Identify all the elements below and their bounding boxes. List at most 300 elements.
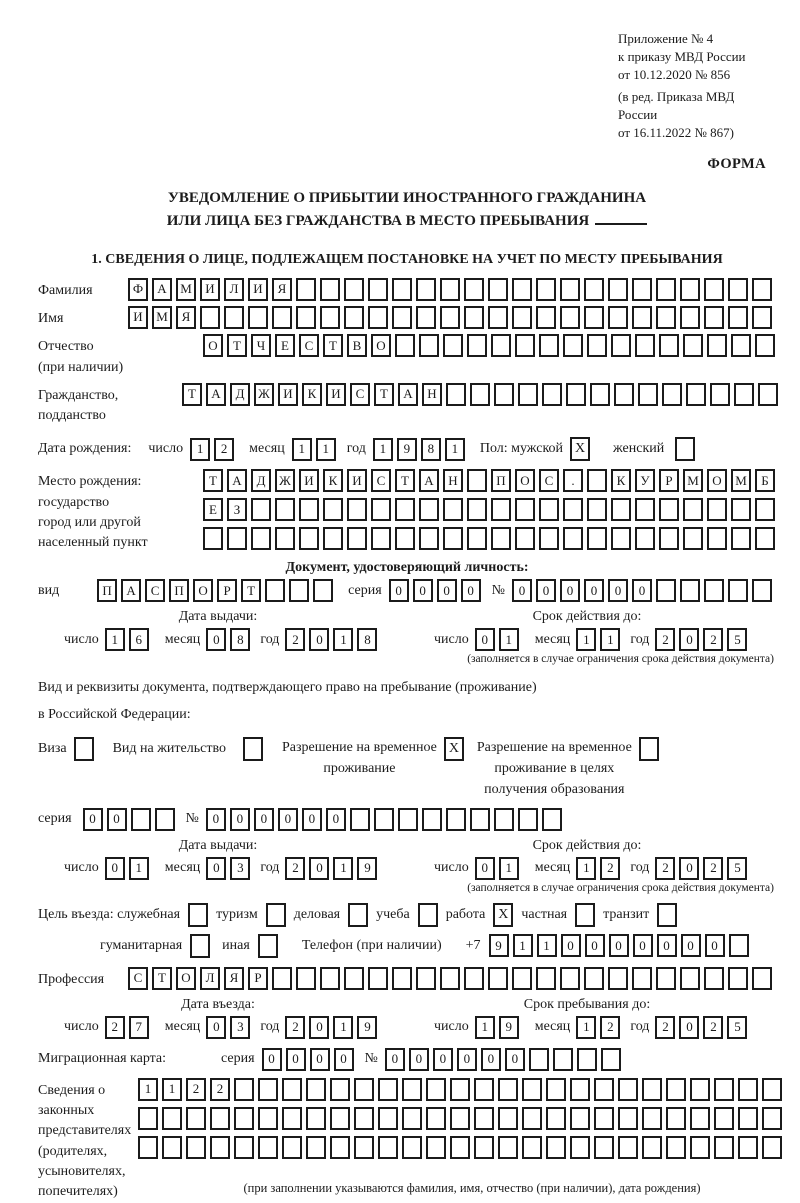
char-cell[interactable] bbox=[563, 334, 583, 357]
char-cell[interactable]: 0 bbox=[433, 1048, 453, 1071]
char-cell[interactable] bbox=[330, 1107, 350, 1130]
residence-permit-checkbox[interactable] bbox=[243, 737, 263, 761]
char-cell[interactable]: 1 bbox=[576, 857, 596, 880]
stay-year-cells[interactable] bbox=[655, 1016, 751, 1039]
char-cell[interactable] bbox=[584, 967, 604, 990]
permit-issue-month-cells[interactable] bbox=[206, 857, 254, 880]
char-cell[interactable] bbox=[313, 579, 333, 602]
purpose-study-checkbox[interactable] bbox=[418, 903, 438, 927]
char-cell[interactable] bbox=[529, 1048, 549, 1071]
char-cell[interactable] bbox=[162, 1107, 182, 1130]
char-cell[interactable]: С bbox=[145, 579, 165, 602]
char-cell[interactable] bbox=[491, 334, 511, 357]
char-cell[interactable] bbox=[611, 334, 631, 357]
char-cell[interactable] bbox=[755, 527, 775, 550]
char-cell[interactable]: 2 bbox=[600, 1016, 620, 1039]
entry-year-cells[interactable] bbox=[285, 1016, 381, 1039]
char-cell[interactable] bbox=[570, 1136, 590, 1159]
doc-issue-month-cells[interactable] bbox=[206, 628, 254, 651]
char-cell[interactable]: 9 bbox=[489, 934, 509, 957]
char-cell[interactable] bbox=[635, 498, 655, 521]
char-cell[interactable]: 7 bbox=[129, 1016, 149, 1039]
char-cell[interactable]: А bbox=[121, 579, 141, 602]
permit-no-cells[interactable] bbox=[206, 808, 566, 831]
char-cell[interactable] bbox=[546, 1107, 566, 1130]
char-cell[interactable] bbox=[728, 306, 748, 329]
phone-cells[interactable] bbox=[489, 934, 753, 957]
char-cell[interactable] bbox=[323, 527, 343, 550]
char-cell[interactable] bbox=[498, 1136, 518, 1159]
char-cell[interactable]: И bbox=[299, 469, 319, 492]
char-cell[interactable]: Я bbox=[176, 306, 196, 329]
char-cell[interactable]: К bbox=[611, 469, 631, 492]
char-cell[interactable]: 5 bbox=[727, 628, 747, 651]
char-cell[interactable] bbox=[690, 1078, 710, 1101]
char-cell[interactable] bbox=[354, 1136, 374, 1159]
char-cell[interactable]: 1 bbox=[333, 628, 353, 651]
char-cell[interactable] bbox=[392, 278, 412, 301]
char-cell[interactable]: 2 bbox=[703, 857, 723, 880]
char-cell[interactable] bbox=[272, 306, 292, 329]
char-cell[interactable] bbox=[683, 498, 703, 521]
char-cell[interactable]: Л bbox=[200, 967, 220, 990]
char-cell[interactable] bbox=[614, 383, 634, 406]
char-cell[interactable]: Т bbox=[182, 383, 202, 406]
char-cell[interactable] bbox=[560, 278, 580, 301]
char-cell[interactable] bbox=[248, 306, 268, 329]
char-cell[interactable]: Е bbox=[203, 498, 223, 521]
char-cell[interactable] bbox=[320, 306, 340, 329]
char-cell[interactable]: 5 bbox=[727, 1016, 747, 1039]
char-cell[interactable]: 2 bbox=[655, 1016, 675, 1039]
char-cell[interactable]: Я bbox=[224, 967, 244, 990]
char-cell[interactable] bbox=[402, 1107, 422, 1130]
char-cell[interactable] bbox=[683, 527, 703, 550]
char-cell[interactable] bbox=[186, 1107, 206, 1130]
char-cell[interactable]: 8 bbox=[230, 628, 250, 651]
char-cell[interactable] bbox=[611, 527, 631, 550]
char-cell[interactable] bbox=[680, 306, 700, 329]
char-cell[interactable]: 0 bbox=[286, 1048, 306, 1071]
char-cell[interactable] bbox=[755, 498, 775, 521]
char-cell[interactable]: Б bbox=[755, 469, 775, 492]
char-cell[interactable] bbox=[347, 527, 367, 550]
char-cell[interactable] bbox=[296, 967, 316, 990]
char-cell[interactable] bbox=[488, 306, 508, 329]
char-cell[interactable]: 0 bbox=[657, 934, 677, 957]
char-cell[interactable]: 2 bbox=[655, 628, 675, 651]
char-cell[interactable] bbox=[258, 1107, 278, 1130]
char-cell[interactable] bbox=[282, 1078, 302, 1101]
char-cell[interactable] bbox=[714, 1136, 734, 1159]
char-cell[interactable] bbox=[584, 306, 604, 329]
char-cell[interactable] bbox=[186, 1136, 206, 1159]
purpose-other-checkbox[interactable] bbox=[258, 934, 278, 958]
char-cell[interactable] bbox=[635, 527, 655, 550]
char-cell[interactable] bbox=[443, 334, 463, 357]
char-cell[interactable] bbox=[666, 1078, 686, 1101]
char-cell[interactable] bbox=[498, 1107, 518, 1130]
legal-cells-row2[interactable] bbox=[138, 1107, 786, 1130]
char-cell[interactable]: М bbox=[176, 278, 196, 301]
char-cell[interactable] bbox=[563, 498, 583, 521]
char-cell[interactable]: 0 bbox=[309, 857, 329, 880]
char-cell[interactable] bbox=[224, 306, 244, 329]
char-cell[interactable] bbox=[662, 383, 682, 406]
char-cell[interactable] bbox=[464, 967, 484, 990]
char-cell[interactable] bbox=[378, 1136, 398, 1159]
char-cell[interactable] bbox=[512, 278, 532, 301]
char-cell[interactable] bbox=[374, 808, 394, 831]
purpose-official-checkbox[interactable] bbox=[188, 903, 208, 927]
char-cell[interactable]: Т bbox=[203, 469, 223, 492]
char-cell[interactable] bbox=[728, 278, 748, 301]
permit-valid-month-cells[interactable] bbox=[576, 857, 624, 880]
char-cell[interactable] bbox=[690, 1136, 710, 1159]
char-cell[interactable] bbox=[728, 579, 748, 602]
surname-cells[interactable] bbox=[128, 278, 776, 301]
char-cell[interactable] bbox=[758, 383, 778, 406]
char-cell[interactable] bbox=[398, 808, 418, 831]
char-cell[interactable]: 1 bbox=[333, 857, 353, 880]
char-cell[interactable]: 1 bbox=[316, 438, 336, 461]
char-cell[interactable] bbox=[488, 278, 508, 301]
char-cell[interactable] bbox=[320, 967, 340, 990]
char-cell[interactable] bbox=[450, 1078, 470, 1101]
char-cell[interactable]: 0 bbox=[107, 808, 127, 831]
char-cell[interactable] bbox=[275, 498, 295, 521]
char-cell[interactable]: 0 bbox=[83, 808, 103, 831]
char-cell[interactable]: 0 bbox=[254, 808, 274, 831]
char-cell[interactable] bbox=[138, 1107, 158, 1130]
mig-seriya-cells[interactable] bbox=[262, 1048, 358, 1071]
char-cell[interactable] bbox=[467, 469, 487, 492]
purpose-tourism-checkbox[interactable] bbox=[266, 903, 286, 927]
char-cell[interactable]: Ж bbox=[254, 383, 274, 406]
char-cell[interactable]: М bbox=[152, 306, 172, 329]
char-cell[interactable]: Т bbox=[323, 334, 343, 357]
char-cell[interactable] bbox=[320, 278, 340, 301]
char-cell[interactable] bbox=[488, 967, 508, 990]
char-cell[interactable]: 0 bbox=[206, 857, 226, 880]
char-cell[interactable] bbox=[762, 1107, 782, 1130]
char-cell[interactable] bbox=[656, 306, 676, 329]
char-cell[interactable]: 1 bbox=[162, 1078, 182, 1101]
char-cell[interactable] bbox=[608, 967, 628, 990]
char-cell[interactable]: 1 bbox=[499, 857, 519, 880]
char-cell[interactable]: 2 bbox=[655, 857, 675, 880]
char-cell[interactable]: И bbox=[200, 278, 220, 301]
char-cell[interactable] bbox=[443, 498, 463, 521]
char-cell[interactable] bbox=[618, 1107, 638, 1130]
char-cell[interactable] bbox=[306, 1078, 326, 1101]
char-cell[interactable] bbox=[587, 527, 607, 550]
char-cell[interactable]: 1 bbox=[292, 438, 312, 461]
char-cell[interactable] bbox=[522, 1078, 542, 1101]
char-cell[interactable] bbox=[536, 306, 556, 329]
char-cell[interactable]: Д bbox=[230, 383, 250, 406]
char-cell[interactable]: 6 bbox=[129, 628, 149, 651]
entry-day-cells[interactable] bbox=[105, 1016, 153, 1039]
char-cell[interactable]: 0 bbox=[561, 934, 581, 957]
char-cell[interactable] bbox=[491, 498, 511, 521]
char-cell[interactable] bbox=[378, 1078, 398, 1101]
char-cell[interactable]: 2 bbox=[285, 857, 305, 880]
char-cell[interactable]: 0 bbox=[278, 808, 298, 831]
purpose-work-checkbox[interactable]: X bbox=[493, 903, 513, 927]
char-cell[interactable]: 0 bbox=[461, 579, 481, 602]
doc-valid-month-cells[interactable] bbox=[576, 628, 624, 651]
char-cell[interactable] bbox=[494, 383, 514, 406]
char-cell[interactable] bbox=[378, 1107, 398, 1130]
char-cell[interactable] bbox=[203, 527, 223, 550]
char-cell[interactable]: 0 bbox=[560, 579, 580, 602]
char-cell[interactable] bbox=[440, 967, 460, 990]
char-cell[interactable] bbox=[728, 967, 748, 990]
char-cell[interactable] bbox=[618, 1078, 638, 1101]
char-cell[interactable] bbox=[632, 278, 652, 301]
char-cell[interactable] bbox=[659, 334, 679, 357]
char-cell[interactable] bbox=[546, 1136, 566, 1159]
char-cell[interactable]: 0 bbox=[705, 934, 725, 957]
char-cell[interactable]: Я bbox=[272, 278, 292, 301]
char-cell[interactable] bbox=[512, 967, 532, 990]
char-cell[interactable]: А bbox=[152, 278, 172, 301]
char-cell[interactable] bbox=[131, 808, 151, 831]
doc-no-cells[interactable] bbox=[512, 579, 776, 602]
char-cell[interactable]: 0 bbox=[608, 579, 628, 602]
char-cell[interactable] bbox=[656, 278, 676, 301]
char-cell[interactable] bbox=[566, 383, 586, 406]
char-cell[interactable] bbox=[656, 579, 676, 602]
char-cell[interactable]: С bbox=[299, 334, 319, 357]
purpose-private-checkbox[interactable] bbox=[575, 903, 595, 927]
char-cell[interactable]: 0 bbox=[679, 857, 699, 880]
char-cell[interactable] bbox=[601, 1048, 621, 1071]
permit-valid-day-cells[interactable] bbox=[475, 857, 523, 880]
char-cell[interactable] bbox=[704, 306, 724, 329]
char-cell[interactable]: 0 bbox=[309, 628, 329, 651]
char-cell[interactable]: 0 bbox=[437, 579, 457, 602]
char-cell[interactable] bbox=[446, 808, 466, 831]
char-cell[interactable] bbox=[542, 808, 562, 831]
char-cell[interactable] bbox=[426, 1107, 446, 1130]
char-cell[interactable]: 3 bbox=[230, 857, 250, 880]
char-cell[interactable] bbox=[618, 1136, 638, 1159]
char-cell[interactable]: Р bbox=[217, 579, 237, 602]
char-cell[interactable] bbox=[755, 334, 775, 357]
char-cell[interactable] bbox=[590, 383, 610, 406]
purpose-business-checkbox[interactable] bbox=[348, 903, 368, 927]
char-cell[interactable] bbox=[299, 527, 319, 550]
char-cell[interactable] bbox=[594, 1107, 614, 1130]
char-cell[interactable]: Ж bbox=[275, 469, 295, 492]
char-cell[interactable]: 1 bbox=[445, 438, 465, 461]
char-cell[interactable] bbox=[392, 306, 412, 329]
char-cell[interactable]: 9 bbox=[397, 438, 417, 461]
char-cell[interactable]: 1 bbox=[600, 628, 620, 651]
char-cell[interactable] bbox=[467, 527, 487, 550]
doc-valid-year-cells[interactable] bbox=[655, 628, 751, 651]
char-cell[interactable] bbox=[289, 579, 309, 602]
char-cell[interactable] bbox=[611, 498, 631, 521]
char-cell[interactable] bbox=[210, 1107, 230, 1130]
char-cell[interactable] bbox=[515, 498, 535, 521]
char-cell[interactable]: И bbox=[128, 306, 148, 329]
char-cell[interactable] bbox=[577, 1048, 597, 1071]
char-cell[interactable] bbox=[426, 1078, 446, 1101]
char-cell[interactable] bbox=[731, 334, 751, 357]
char-cell[interactable] bbox=[371, 498, 391, 521]
char-cell[interactable]: И bbox=[278, 383, 298, 406]
char-cell[interactable]: 0 bbox=[681, 934, 701, 957]
char-cell[interactable]: 0 bbox=[679, 628, 699, 651]
char-cell[interactable] bbox=[416, 278, 436, 301]
char-cell[interactable] bbox=[498, 1078, 518, 1101]
char-cell[interactable]: 2 bbox=[285, 628, 305, 651]
char-cell[interactable]: Н bbox=[422, 383, 442, 406]
char-cell[interactable] bbox=[344, 967, 364, 990]
char-cell[interactable] bbox=[683, 334, 703, 357]
permit-seriya-cells[interactable] bbox=[83, 808, 179, 831]
entry-month-cells[interactable] bbox=[206, 1016, 254, 1039]
char-cell[interactable] bbox=[464, 306, 484, 329]
char-cell[interactable]: И bbox=[326, 383, 346, 406]
char-cell[interactable] bbox=[642, 1136, 662, 1159]
char-cell[interactable] bbox=[522, 1136, 542, 1159]
char-cell[interactable] bbox=[659, 498, 679, 521]
char-cell[interactable] bbox=[642, 1078, 662, 1101]
char-cell[interactable] bbox=[515, 334, 535, 357]
char-cell[interactable] bbox=[522, 1107, 542, 1130]
char-cell[interactable] bbox=[443, 527, 463, 550]
char-cell[interactable] bbox=[587, 498, 607, 521]
char-cell[interactable]: Т bbox=[241, 579, 261, 602]
char-cell[interactable] bbox=[419, 334, 439, 357]
sex-male-checkbox[interactable]: X bbox=[570, 437, 590, 461]
char-cell[interactable]: 8 bbox=[421, 438, 441, 461]
char-cell[interactable]: 0 bbox=[326, 808, 346, 831]
char-cell[interactable]: Р bbox=[659, 469, 679, 492]
char-cell[interactable]: Д bbox=[251, 469, 271, 492]
char-cell[interactable]: 0 bbox=[475, 628, 495, 651]
char-cell[interactable]: 1 bbox=[105, 628, 125, 651]
char-cell[interactable] bbox=[666, 1136, 686, 1159]
char-cell[interactable] bbox=[402, 1136, 422, 1159]
char-cell[interactable]: 0 bbox=[505, 1048, 525, 1071]
char-cell[interactable] bbox=[542, 383, 562, 406]
char-cell[interactable] bbox=[474, 1078, 494, 1101]
char-cell[interactable]: С bbox=[128, 967, 148, 990]
char-cell[interactable] bbox=[539, 498, 559, 521]
char-cell[interactable] bbox=[354, 1107, 374, 1130]
char-cell[interactable]: А bbox=[419, 469, 439, 492]
char-cell[interactable] bbox=[560, 967, 580, 990]
char-cell[interactable] bbox=[392, 967, 412, 990]
char-cell[interactable] bbox=[515, 527, 535, 550]
char-cell[interactable] bbox=[299, 498, 319, 521]
char-cell[interactable] bbox=[265, 579, 285, 602]
char-cell[interactable]: А bbox=[227, 469, 247, 492]
char-cell[interactable] bbox=[632, 967, 652, 990]
char-cell[interactable] bbox=[587, 334, 607, 357]
char-cell[interactable] bbox=[729, 934, 749, 957]
char-cell[interactable] bbox=[344, 306, 364, 329]
char-cell[interactable] bbox=[330, 1136, 350, 1159]
char-cell[interactable] bbox=[227, 527, 247, 550]
char-cell[interactable] bbox=[402, 1078, 422, 1101]
char-cell[interactable]: 0 bbox=[457, 1048, 477, 1071]
char-cell[interactable]: 2 bbox=[210, 1078, 230, 1101]
char-cell[interactable]: 1 bbox=[190, 438, 210, 461]
char-cell[interactable] bbox=[656, 967, 676, 990]
char-cell[interactable] bbox=[306, 1107, 326, 1130]
char-cell[interactable] bbox=[416, 967, 436, 990]
doc-valid-day-cells[interactable] bbox=[475, 628, 523, 651]
char-cell[interactable] bbox=[258, 1136, 278, 1159]
char-cell[interactable]: В bbox=[347, 334, 367, 357]
char-cell[interactable] bbox=[680, 579, 700, 602]
char-cell[interactable]: 2 bbox=[285, 1016, 305, 1039]
char-cell[interactable]: 2 bbox=[703, 628, 723, 651]
char-cell[interactable]: К bbox=[323, 469, 343, 492]
char-cell[interactable] bbox=[440, 306, 460, 329]
char-cell[interactable]: Е bbox=[275, 334, 295, 357]
char-cell[interactable]: С bbox=[350, 383, 370, 406]
char-cell[interactable] bbox=[251, 498, 271, 521]
char-cell[interactable] bbox=[707, 498, 727, 521]
doc-issue-year-cells[interactable] bbox=[285, 628, 381, 651]
char-cell[interactable]: 2 bbox=[703, 1016, 723, 1039]
char-cell[interactable]: К bbox=[302, 383, 322, 406]
char-cell[interactable]: Ф bbox=[128, 278, 148, 301]
char-cell[interactable] bbox=[138, 1136, 158, 1159]
char-cell[interactable]: З bbox=[227, 498, 247, 521]
char-cell[interactable]: Р bbox=[248, 967, 268, 990]
char-cell[interactable] bbox=[707, 527, 727, 550]
char-cell[interactable] bbox=[752, 306, 772, 329]
char-cell[interactable]: 0 bbox=[632, 579, 652, 602]
char-cell[interactable] bbox=[738, 1107, 758, 1130]
char-cell[interactable] bbox=[470, 383, 490, 406]
char-cell[interactable]: О bbox=[203, 334, 223, 357]
char-cell[interactable]: О bbox=[707, 469, 727, 492]
visa-checkbox[interactable] bbox=[74, 737, 94, 761]
citizenship-cells[interactable] bbox=[182, 383, 782, 406]
char-cell[interactable]: 0 bbox=[334, 1048, 354, 1071]
char-cell[interactable]: 0 bbox=[584, 579, 604, 602]
char-cell[interactable]: 1 bbox=[513, 934, 533, 957]
char-cell[interactable]: 5 bbox=[727, 857, 747, 880]
char-cell[interactable]: М bbox=[683, 469, 703, 492]
char-cell[interactable] bbox=[251, 527, 271, 550]
permit-issue-day-cells[interactable] bbox=[105, 857, 153, 880]
char-cell[interactable]: П bbox=[491, 469, 511, 492]
char-cell[interactable] bbox=[416, 306, 436, 329]
char-cell[interactable] bbox=[419, 527, 439, 550]
char-cell[interactable] bbox=[731, 498, 751, 521]
char-cell[interactable] bbox=[704, 579, 724, 602]
char-cell[interactable]: Т bbox=[152, 967, 172, 990]
char-cell[interactable]: 0 bbox=[262, 1048, 282, 1071]
char-cell[interactable] bbox=[323, 498, 343, 521]
char-cell[interactable] bbox=[539, 527, 559, 550]
char-cell[interactable] bbox=[762, 1078, 782, 1101]
char-cell[interactable] bbox=[491, 527, 511, 550]
char-cell[interactable]: 1 bbox=[475, 1016, 495, 1039]
char-cell[interactable] bbox=[690, 1107, 710, 1130]
char-cell[interactable]: 1 bbox=[333, 1016, 353, 1039]
